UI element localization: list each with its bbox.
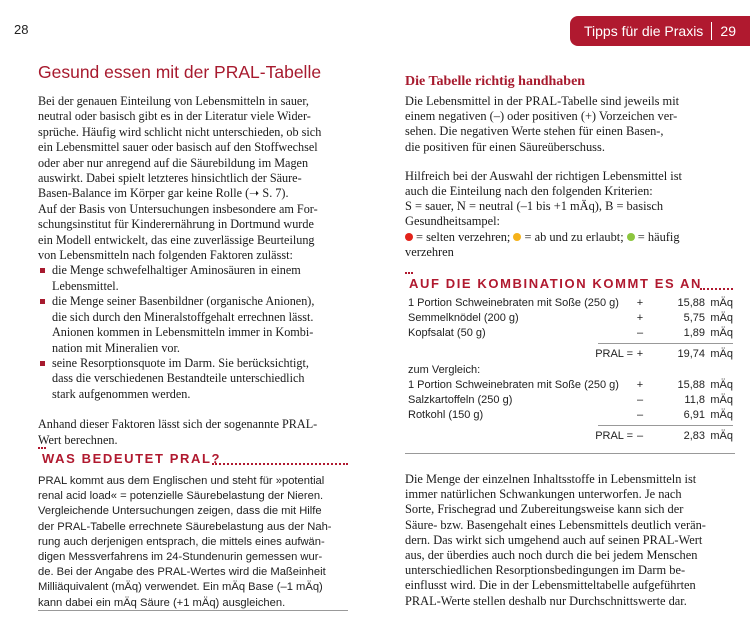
section-heading-pral: Gesund essen mit der PRAL-Tabelle (38, 62, 322, 82)
table-row: Salzkartoffeln (250 g) – 11,8 mÄq (408, 394, 733, 406)
sum-rule (598, 425, 733, 426)
intro-line: ein Modell entwickelt, das eine zuverlässige Beurteilung (38, 232, 315, 247)
header-tab (570, 16, 750, 46)
intro-line: ein Lebensmittel sauer oder basisch auf den Stoffwechsel (38, 140, 318, 155)
list-item: seine Resorptionsquote im Darm. Sie berücksichtigt, dass die verschiedenen Bestandteile unterschiedlich stark aufgenommen werden. (38, 356, 343, 402)
intro-line: neutral oder basisch gibt es in der Literatur viele Wider- (38, 109, 311, 124)
yellow-dot-icon (513, 233, 521, 241)
sum-row: PRAL = + 19,74 mÄq (595, 348, 733, 360)
table-row: 1 Portion Schweinebraten mit Soße (250 g) + 15,88 mÄq (408, 297, 733, 309)
table-row: Kopfsalat (50 g) – 1,89 mÄq (408, 327, 733, 339)
box-bottom-rule (38, 610, 348, 611)
intro-line: von Lebensmitteln nach folgenden Faktoren zulässt: (38, 248, 293, 263)
intro-line: oder aber nur anregend auf die Säurebildung im Magen (38, 155, 309, 170)
factor-list (38, 263, 343, 402)
intro-line: auswirkt. Dabei spielt letzteres hinsichtlich der Säure- (38, 171, 302, 186)
pral-calc-line: Wert berechnen. (38, 432, 118, 447)
page-number-left: 28 (14, 22, 29, 37)
table-row: 1 Portion Schweinebraten mit Soße (250 g) + 15,88 mÄq (408, 379, 733, 391)
table-row: Rotkohl (150 g) – 6,91 mÄq (408, 409, 733, 421)
header-separator (711, 22, 712, 40)
list-item: die Menge schwefelhaltiger Aminosäuren in einem Lebensmittel. (38, 263, 343, 294)
box-title-rule (212, 463, 348, 465)
table-intro-text: Die Lebensmittel in der PRAL-Tabelle sind jeweils mit einem negativen (–) oder positiven (+) Vorzeichen ver- sehen. Die negativen Werte stehen für einen Basen-, die positiven für einen Säureüberschuss. Hilfreich bei der Auswahl der richtigen Lebensmittel ist auch die Einteilung nach den folgenden Kriterien: S = sauer, N = neutral (–1 bis +1 mÄq), B = basisch Gesundheitsampel: = selten verzehren; = ab und zu erlaubt; = häufig verzehren (405, 94, 735, 260)
closing-text: Die Menge der einzelnen Inhaltsstoffe in Lebensmitteln ist immer natürlichen Schwankungen unterworfen. Je nach Sorte, Frischegrad und Zubereitungsweise kann sich der Säure- bzw. Basengehalt eines Lebensmittels deutlich verän- dern. Das wirkt sich umgehend auch auf seinen PRAL-Wert aus, der überdies auch noch durch die bei jedem Menschen unterschiedlichen Resorptionsbedingungen im Darm be- einflusst wird. Die in der Lebensmitteltabelle aufgeführten PRAL-Werte stellen deshalb nur Durchschnittswerte dar. (405, 472, 706, 608)
pral-calc-line: Anhand dieser Faktoren lässt sich der sogenannte PRAL- (38, 417, 318, 432)
pral-box-text: PRAL kommt aus dem Englischen und steht für »potential renal acid load« = potenzielle Säurebelastung der Nieren. Vergleichende Untersuchungen zeigen, dass die mit Hilfe der PRAL-Tabelle errechnete Säurebelastung aus der Nah- rung auch derjenigen entsprach, die mittels eines aufwän- digen Messverfahrens im 24-Stundenurin gemessen wur- de. Bei der Angabe des PRAL-Wertes wird die Maßeinheit Milliäquivalent (mÄq) verwendet. Ein mÄq Base (–1 mÄq) kann dabei ein mÄq Säure (+1 mÄq) ausgleichen. (38, 475, 332, 609)
section-heading-table: Die Tabelle richtig handhaben (405, 74, 586, 89)
header-title: Tipps für die Praxis (584, 23, 704, 39)
box-title-rule (700, 288, 733, 290)
intro-line: Basen-Balance im Körper gar keine Rolle (➝ S. 7). (38, 186, 289, 201)
intro-line: Auf der Basis von Untersuchungen insbesondere am For- (38, 201, 318, 216)
red-dot-icon (405, 233, 413, 241)
sum-row: PRAL = – 2,83 mÄq (595, 430, 733, 442)
ampel-line: = selten verzehren; = ab und zu erlaubt; = häufig (405, 230, 735, 245)
intro-line: Bei der genauen Einteilung von Lebensmitteln in sauer, (38, 94, 309, 108)
pral-table (408, 297, 733, 452)
box-title-kombination: AUF DIE KOMBINATION KOMMT ES AN (409, 276, 702, 291)
intro-text (38, 94, 343, 448)
intro-line: sprüche. Häufig wird schlicht nicht unterschieden, ob sich (38, 124, 322, 139)
intro-line: schungsinstitut für Kinderernährung in Dortmund wurde (38, 217, 314, 232)
table-row: Semmelknödel (200 g) + 5,75 mÄq (408, 312, 733, 324)
box-bottom-rule (405, 453, 735, 454)
compare-label: zum Vergleich: (408, 364, 481, 376)
right-page (375, 0, 750, 642)
page-number-right: 29 (720, 23, 736, 39)
sum-rule (598, 343, 733, 344)
green-dot-icon (627, 233, 635, 241)
list-item: die Menge seiner Basenbildner (organische Anionen), die sich durch den Mineralstoffgehalt errechnen lässt. Anionen kommen in Lebensmitteln immer in Kombi- nation mit Mineralien vor. (38, 294, 343, 356)
box-title-pral: WAS BEDEUTET PRAL? (42, 451, 222, 466)
